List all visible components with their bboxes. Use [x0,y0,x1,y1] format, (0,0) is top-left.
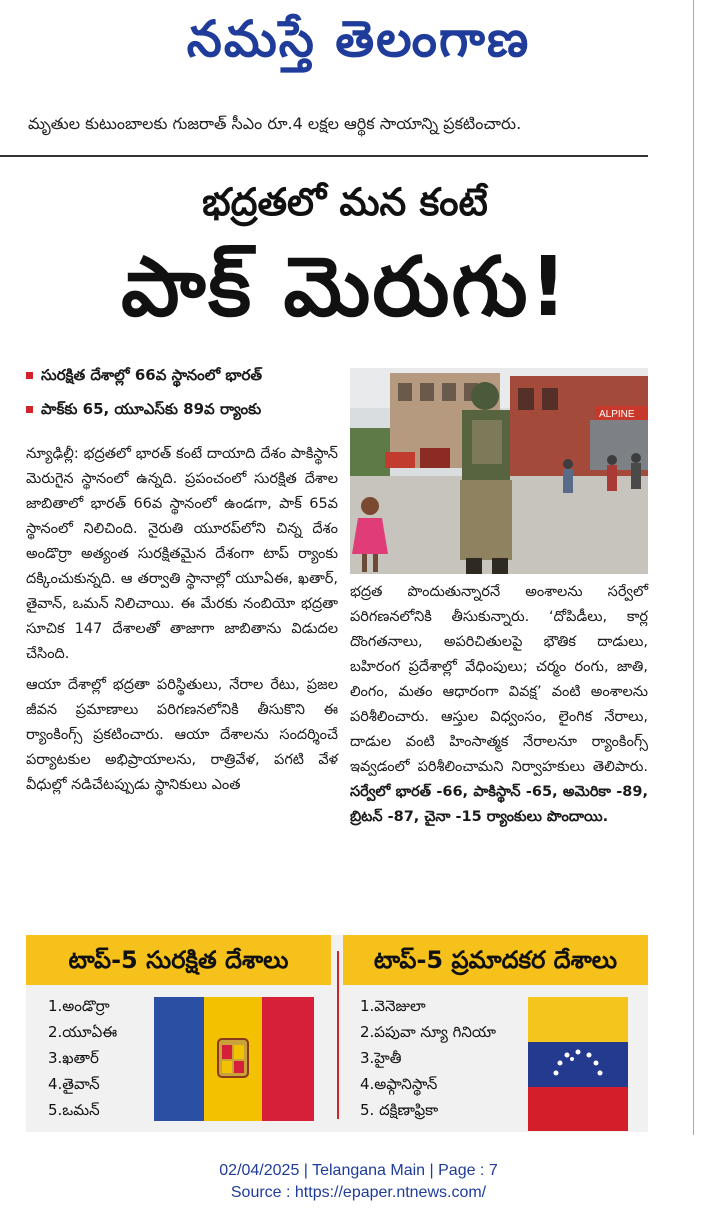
article-paragraph: ఆయా దేశాల్లో భద్రతా పరిస్థితులు, నేరాల రేటు, ప్రజల జీవన ప్రమాణాలు పరిగణనలోనికి తీసుకొని ఈ ర్యాంకింగ్స్ ప్రకటించారు. ఆయా దేశాలను సందర్శించే పర్యాటకుల అభిప్రాయాలను, రాత్రివేళ, పగటి వేళ వీధుల్లో నడిచేటప్పుడు స్థానికులు ఎంత [26,677,338,793]
footer-edition-info: 02/04/2025 | Telangana Main | Page : 7 [219,1162,498,1179]
list-item: 2.యూఏఈ [48,1023,118,1041]
list-item: 2.పపువా న్యూ గినియా [360,1023,497,1041]
list-item: 4.అఫ్గానిస్థాన్ [360,1075,438,1093]
news-photo [350,368,648,574]
shop-sign-text: ALPINE [599,409,635,420]
list-item: 1.అండొర్రా [48,997,110,1015]
article-kicker: భద్రతలో మన కంటే [202,180,488,224]
street-scene-illustration [350,368,648,574]
article-body-right-column [350,580,648,836]
previous-article-last-line: మృతుల కుటుంబాలకు గుజరాత్ సీఎం రూ.4 లక్షల ఆర్థిక సాయాన్ని ప్రకటించారు. [28,114,522,133]
article-paragraph: న్యూఢిల్లీ: భద్రతలో భారత్ కంటే దాయాది దేశం పాకిస్థాన్ మెరుగైన స్థానంలో ఉన్నది. ప్రపంచంలో సురక్షిత దేశాల జాబితాలో భారత్ 66వ స్థానంలో ఉండగా, పాక్ 65వ స్థానంలో నిలిచింది. నైరుతి యూరప్‌లోని చిన్న దేశం అండొర్రా అత్యంత సురక్షితమైన దేశంగా టాప్ ర్యాంకు దక్కించుకున్నది. ఆ తర్వాతి స్థానాల్లో యూఏఈ, ఖతార్, తైవాన్, ఒమన్ నిలిచాయి. ఈ మేరకు నంబియో భద్రతా సూచిక 147 దేశాలతో తాజాగా జాబితాను విడుదల చేసింది. [26,446,338,662]
venezuela-flag-icon [528,997,628,1131]
andorra-flag-icon [154,997,314,1121]
safe-countries-heading: టాప్-5 సురక్షిత దేశాలు [26,935,331,985]
list-item: 4.తైవాన్ [48,1075,100,1093]
highlight-bullet: సురక్షిత దేశాల్లో 66వ స్థానంలో భారత్ [26,366,346,388]
list-item: 1.వెనెజులా [360,997,426,1015]
dangerous-countries-list [360,993,496,1123]
bullet-square-icon [26,406,33,413]
list-item: 3.హైతీ [360,1049,402,1067]
footer-source: Source : https://epaper.ntnews.com/ [230,1184,487,1201]
list-item: 5.ఒమన్ [48,1101,100,1119]
highlight-bullets [26,366,346,434]
bullet-square-icon [26,372,33,379]
section-divider [0,155,648,157]
page-footer [0,1160,717,1204]
masthead-title: నమస్తే తెలంగాణ [186,10,531,68]
article-headline: పాక్ మెరుగు! [121,240,569,335]
safe-countries-list [48,993,117,1123]
previous-article-cut-line [20,90,640,108]
highlight-bullet: పాక్‌కు 65, యూఎస్‌కు 89వ ర్యాంకు [26,400,346,422]
rankings-summary: సర్వేలో భారత్ -66, పాకిస్థాన్ -65, అమెరికా -89, బ్రిటన్ -87, చైనా -15 ర్యాంకులు పొందాయి. [350,784,648,825]
list-item: 3.ఖతార్ [48,1049,99,1067]
list-item: 5. దక్షిణాఫ్రికా [360,1101,439,1119]
dangerous-countries-heading: టాప్-5 ప్రమాదకర దేశాలు [343,935,648,985]
country-rankings-boxes [26,935,648,1132]
article-paragraph: భద్రత పొందుతున్నారనే అంశాలను సర్వేలో పరిగణనలోనికి తీసుకున్నారు. ‘దోపిడీలు, కార్ల దొంగతనాలు, అపరిచితులపై భౌతిక దాడులు, బహిరంగ ప్రదేశాల్లో వేధింపులు; చర్మం రంగు, జాతి, లింగం, మతం ఆధారంగా వివక్ష’ వంటి అంశాలను పరిశీలించారు. ఆస్తుల విధ్వంసం, లైంగిక నేరాలు, దాడుల వంటి హింసాత్మక నేరాలనూ ర్యాంకింగ్స్ ఇవ్వడంలో పరిశీలించామని నిర్వాహకులు తెలిపారు. సర్వేలో భారత్ -66, పాకిస్థాన్ -65, అమెరికా -89, బ్రిటన్ -87, చైనా -15 ర్యాంకులు పొందాయి. [350,584,648,825]
page-edge-rule [693,0,694,1135]
masthead [0,0,717,92]
article-body-left-column [26,442,338,804]
box-divider [337,951,339,1119]
